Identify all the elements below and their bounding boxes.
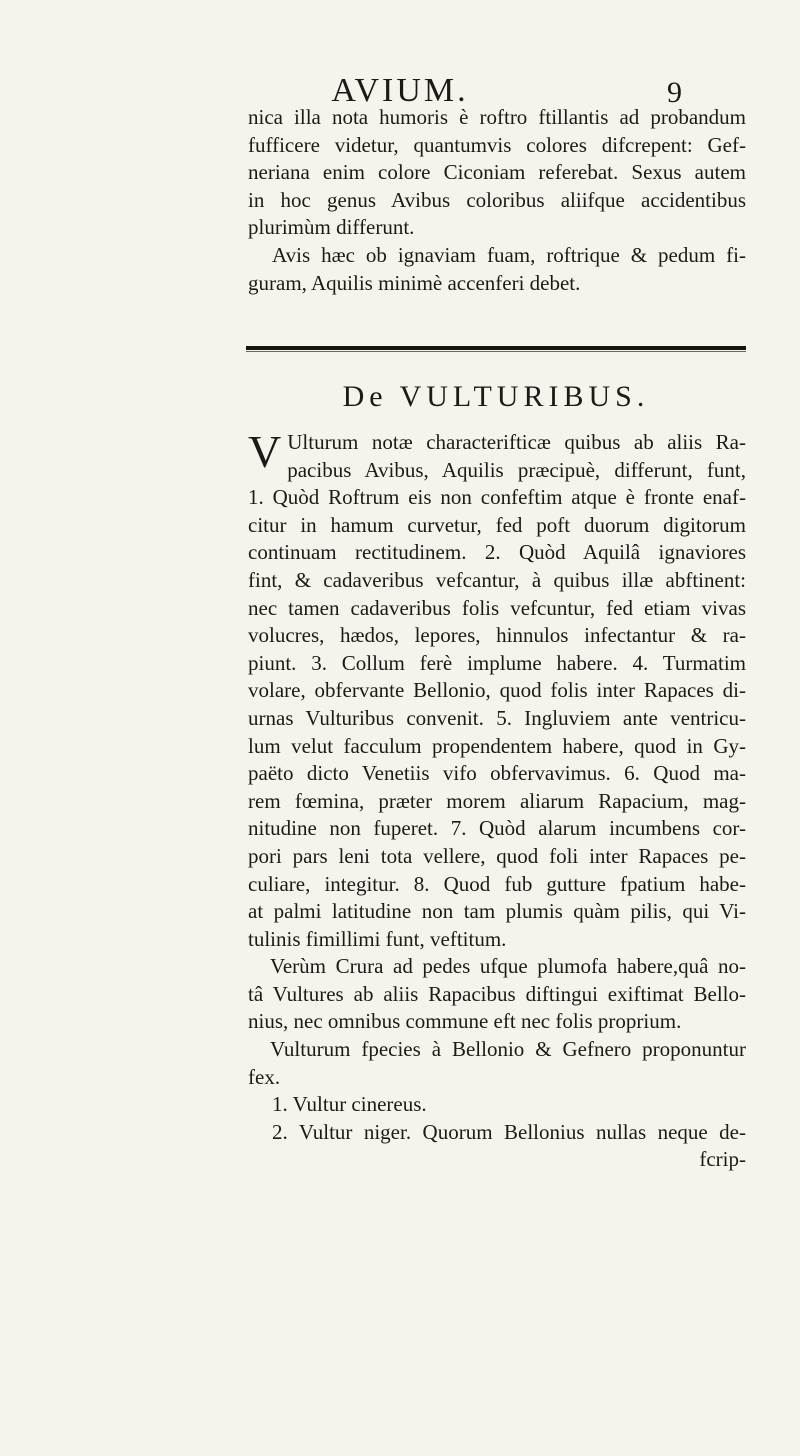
list-item: 1. Vultur cinereus.	[272, 1092, 427, 1117]
text-line: Avis hæc ob ignaviam fuam, roftrique & pedum fi-	[272, 242, 746, 267]
text-line: tulinis fimillimi funt, veftitum.	[248, 926, 507, 951]
text-line: 1. Quòd Roftrum eis non confeftim atque è fronte enaf-	[248, 485, 746, 510]
text-line: fint, & cadaveribus vefcantur, à quibus illæ abftinent:	[248, 567, 746, 592]
text-line: in hoc genus Avibus coloribus aliifque accidentibus	[248, 187, 746, 212]
text-line: volare, obfervante Bellonio, quod folis inter Rapaces di-	[248, 678, 746, 703]
text-line: tâ Vultures ab aliis Rapacibus diftingui exiftimat Bello-	[248, 981, 746, 1006]
text-line: paëto dicto Venetiis vifo obfervavimus. 6. Quod ma-	[248, 761, 746, 786]
text-line-part: fufficere videtur, quantumvis colores difcrepent: Gef-	[248, 132, 746, 157]
catchword-text: fcrip-	[699, 1147, 746, 1172]
text-line: pacibus Avibus, Aquilis præcipuè, differunt, funt,	[287, 457, 746, 482]
text-line	[248, 132, 746, 160]
section-rule	[246, 346, 746, 350]
running-title: AVIUM.	[331, 72, 469, 109]
text-line: rem fœmina, præter morem aliarum Rapacium, mag-	[248, 788, 746, 813]
text-line: nius, nec omnibus commune eft nec folis proprium.	[248, 1009, 682, 1034]
text-line: pori pars leni tota vellere, quod foli inter Rapaces pe-	[248, 843, 746, 868]
text-line: urnas Vulturibus convenit. 5. Ingluviem ante ventricu-	[248, 705, 746, 730]
text-line: citur in hamum curvetur, fed poft duorum digitorum	[248, 512, 746, 537]
text-line: Vulturum fpecies à Bellonio & Gefnero proponuntur	[270, 1037, 746, 1062]
text-line: piunt. 3. Collum ferè implume habere. 4. Turmatim	[248, 650, 746, 675]
text-line: nica illa nota humoris è roftro ftillantis ad probandum	[248, 105, 746, 129]
text-line: nitudine non fuperet. 7. Quòd alarum incumbens cor-	[248, 816, 746, 841]
text-line-part: Ulturum notæ characterifticæ quibus ab aliis Ra-	[287, 430, 746, 454]
text-line: Verùm Crura ad pedes ufque plumofa habere,quâ no-	[270, 954, 746, 979]
text-line: at palmi latitudine non tam plumis quàm pilis, qui Vi-	[248, 899, 746, 924]
text-line: fex.	[248, 1064, 281, 1089]
text-line: lum velut facculum propendentem habere, quod in Gy-	[248, 733, 746, 758]
opening-text	[248, 104, 746, 297]
text-line: guram, Aquilis minimè accenferi debet.	[248, 270, 581, 295]
text-line: plurimùm differunt.	[248, 215, 415, 240]
catchword	[248, 1146, 746, 1174]
section-heading: De VULTURIBUS.	[342, 380, 650, 413]
text-line: neriana enim colore Ciconiam referebat. Sexus autem	[248, 160, 746, 185]
section-body	[248, 426, 746, 1174]
text-line: volucres, hædos, lepores, hinnulos infectantur & ra-	[248, 623, 746, 648]
drop-cap: V	[248, 426, 282, 477]
text-line: nec tamen cadaveribus folis vefcuntur, fed etiam vivas	[248, 595, 746, 620]
text-line: culiare, integitur. 8. Quod fub gutture fpatium habe-	[248, 871, 746, 896]
section-rule-thin	[246, 351, 746, 352]
list-item: 2. Vultur niger. Quorum Bellonius nullas neque de-	[272, 1119, 746, 1144]
page-number: 9	[667, 76, 682, 109]
text-line: continuam rectitudinem. 2. Quòd Aquilâ ignaviores	[248, 540, 746, 565]
